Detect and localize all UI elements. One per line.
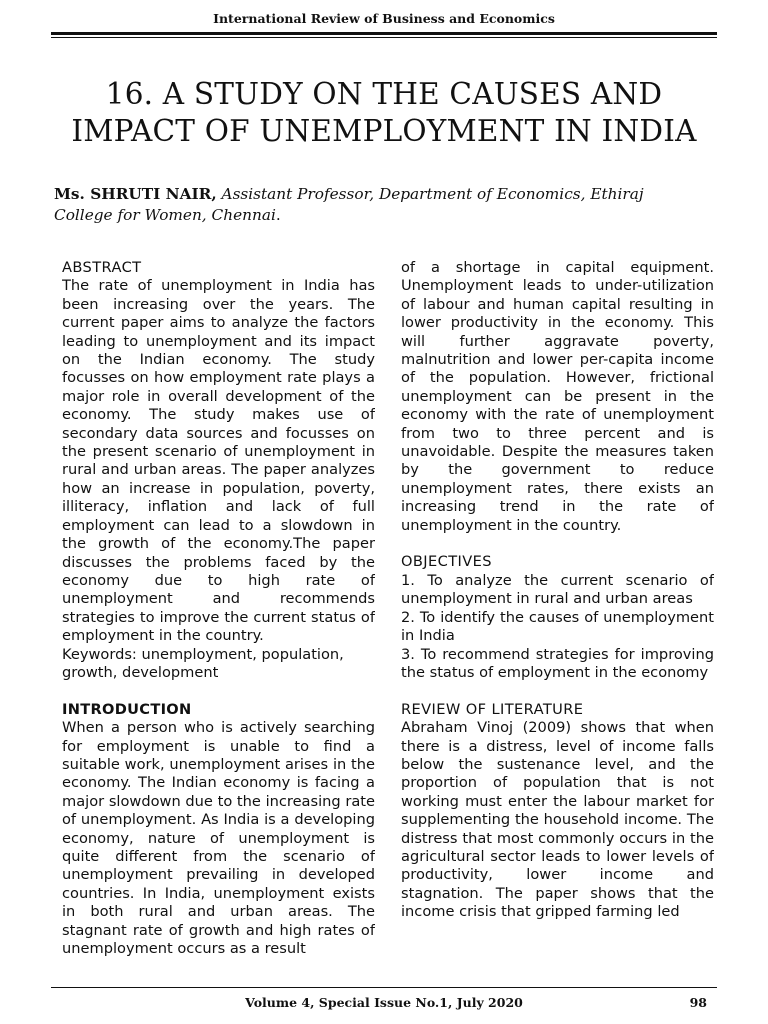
objective-item-1: 1. To analyze the current scenario of unemployment in rural and urban areas [401, 571, 714, 608]
objective-item-3: 3. To recommend strategies for improving the status of employment in the economy [401, 645, 714, 681]
right-column [401, 259, 714, 987]
title-line-2: IMPACT OF UNEMPLOYMENT IN INDIA [71, 114, 697, 148]
header-rule [51, 32, 717, 35]
author-affiliation-1: Assistant Professor, Department of Economics, Ethiraj [216, 185, 644, 203]
title-line-1: 16. A STUDY ON THE CAUSES AND [105, 77, 663, 111]
introduction-text: When a person who is actively searching for employment is unable to find a suitable work, unemployment arises in the economy. The Indian economy is facing a major slowdown due to the increasing rate of unemployment. As India is a developing economy, nature of unemployment is quite different from the scenario of unemployment prevailing in developed countries. In India, unemployment exists in both rural and urban areas. The stagnant rate of growth and high rates of unemployment occurs as a result [62, 719, 375, 958]
paper-title [40, 76, 728, 150]
author-end: . [275, 206, 281, 224]
objectives-heading: OBJECTIVES [401, 553, 492, 571]
left-column [62, 259, 375, 987]
header-rule-thin [51, 37, 717, 38]
introduction-continued: of a shortage in capital equipment. Unemployment leads to under-utilization of labour and human capital resulting in lower productivity in the economy. This will further aggravate poverty, malnutrition and lower per-capita income of the population. However, frictional unemployment can be present in the economy with the rate of unemployment from two to three percent and is unavoidable. Despite the measures taken by the government to reduce unemployment rates, there exists an increasing trend in the rate of unemployment in the country. [401, 259, 714, 534]
journal-header: International Review of Business and Economics [213, 11, 555, 26]
objective-item-2: 2. To identify the causes of unemployment in India [401, 608, 714, 645]
author-affiliation-2: College for Women, Chennai [54, 206, 276, 224]
page-number: 98 [689, 995, 707, 1010]
abstract-text: The rate of unemployment in India has been increasing over the years. The current paper aims to analyze the factors leading to unemployment and its impact on the Indian economy. The study focusses on how employment rate plays a major role in overall development of the economy. The study makes use of secondary data sources and focusses on the present scenario of unemployment in rural and urban areas. The paper analyzes how an increase in population, poverty, illiteracy, inflation and lack of full employment can lead to a slowdown in the growth of the economy.The paper discusses the problems faced by the economy due to high rate of unemployment and recommends strategies to improve the current status of employment in the country. [62, 277, 375, 645]
introduction-heading: INTRODUCTION [62, 700, 192, 718]
keywords: Keywords: unemployment, population, growth, development [62, 645, 344, 681]
footer-rule [51, 987, 717, 988]
review-heading: REVIEW OF LITERATURE [401, 700, 584, 718]
author-block [54, 184, 720, 226]
issue-info: Volume 4, Special Issue No.1, July 2020 [245, 995, 523, 1010]
abstract-heading: ABSTRACT [62, 259, 142, 276]
review-text: Abraham Vinoj (2009) shows that when there is a distress, level of income falls below the sustenance level, and the proportion of population that is not working must enter the labour market for supplementing the household income. The distress that most commonly occurs in the agricultural sector leads to lower levels of productivity, lower income and stagnation. The paper shows that the income crisis that gripped farming led [401, 719, 714, 921]
author-name: Ms. SHRUTI NAIR, [54, 185, 217, 203]
